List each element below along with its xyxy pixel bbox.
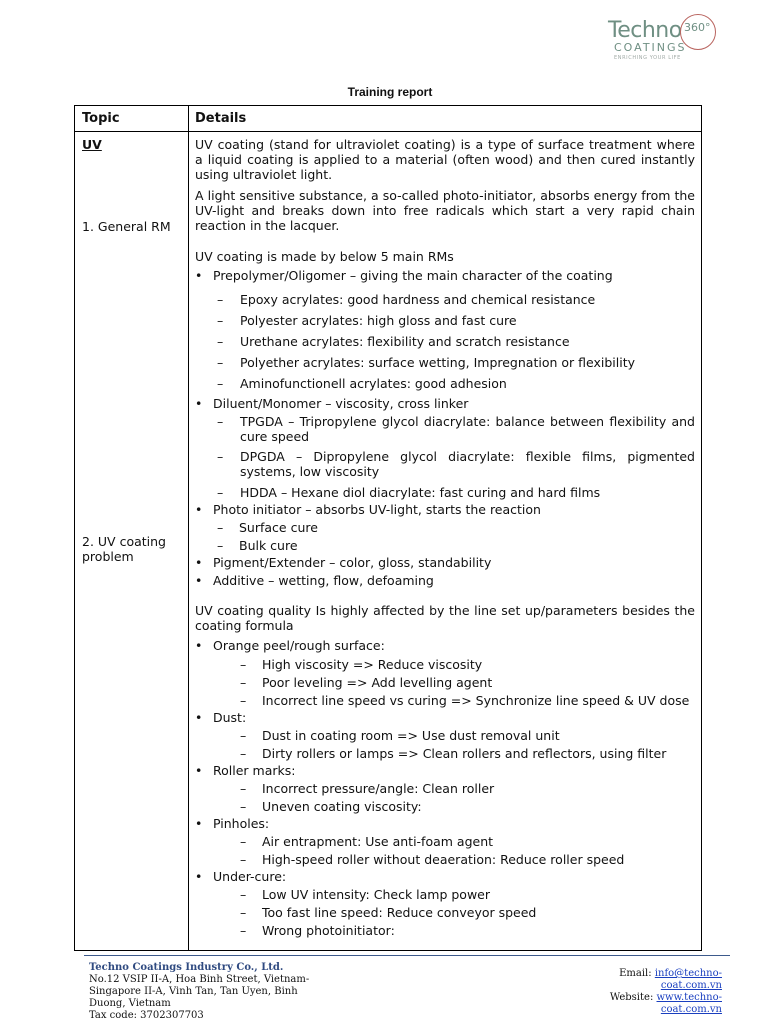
sub-item-label: Wrong photoinitiator: — [262, 923, 395, 938]
bullet-pigment: • Pigment/Extender – color, gloss, standability — [195, 555, 492, 570]
company-name: Techno Coatings Industry Co., Ltd. — [89, 962, 284, 973]
sub-item: – Poor leveling => Add levelling agent — [240, 675, 493, 690]
sub-item-label: Dust in coating room => Use dust removal unit — [262, 728, 560, 743]
header-details: Details — [195, 111, 247, 126]
sub-item: – Dust in coating room => Use dust removal unit — [240, 728, 560, 743]
company-address: No.12 VSIP II-A, Hoa Binh Street, Vietnam-Singapore II-A, Vinh Tan, Tan Uyen, Binh Duong, Vietnam — [89, 974, 310, 1009]
column-divider — [188, 106, 189, 950]
topic-general-rm: 1. General RM — [82, 219, 171, 234]
dash-icon: – — [217, 449, 224, 464]
sub-item: – HDDA – Hexane diol diacrylate: fast curing and hard films — [217, 485, 601, 500]
sub-item-label: High viscosity => Reduce viscosity — [262, 657, 483, 672]
sub-item-label: HDDA – Hexane diol diacrylate: fast curing and hard films — [240, 485, 601, 500]
sub-item: – Bulk cure — [217, 538, 298, 553]
sub-item: – High-speed roller without deaeration: Reduce roller speed — [240, 852, 625, 867]
logo-word: Techno — [608, 18, 682, 43]
bullet-prepolymer: • Prepolymer/Oligomer – giving the main character of the coating — [195, 268, 613, 283]
photoinitiator-paragraph: A light sensitive substance, a so-called photo-initiator, absorbs energy from the UV-light and breaks down into free radicals which start a very rapid chain reaction in the lacquer. — [195, 188, 695, 233]
sub-item: – Surface cure — [217, 520, 318, 535]
bullet-label: Under-cure: — [213, 869, 287, 884]
sub-item-dpgda: DPGDA – Dipropylene glycol diacrylate: flexible films, pigmented systems, low viscosity — [240, 449, 695, 479]
bullet-diluent: • Diluent/Monomer – viscosity, cross linker — [195, 396, 469, 411]
bullet-label: Photo initiator – absorbs UV-light, starts the reaction — [213, 502, 541, 517]
bullet-problem: • Under-cure: — [195, 869, 287, 884]
sub-item-label: Incorrect line speed vs curing => Synchronize line speed & UV dose — [262, 693, 690, 708]
bullet-label: Pigment/Extender – color, gloss, standability — [213, 555, 492, 570]
logo-badge: 360° — [684, 21, 711, 34]
bullet-problem: • Orange peel/rough surface: — [195, 638, 385, 653]
company-logo — [600, 8, 730, 62]
bullet-additive: • Additive – wetting, flow, defoaming — [195, 573, 434, 588]
sub-item-label: Incorrect pressure/angle: Clean roller — [262, 781, 495, 796]
intro-paragraph: UV coating (stand for ultraviolet coating) is a type of surface treatment where a liquid coating is applied to a material (often wood) and then cured instantly using ultraviolet light. — [195, 137, 695, 182]
sub-item: – Epoxy acrylates: good hardness and chemical resistance — [217, 292, 596, 307]
bullet-label: Roller marks: — [213, 763, 296, 778]
bullet-photo: • Photo initiator – absorbs UV-light, starts the reaction — [195, 502, 541, 517]
bullet-problem: • Roller marks: — [195, 763, 296, 778]
website-label: Website: — [609, 992, 654, 1003]
bullet-label: Orange peel/rough surface: — [213, 638, 385, 653]
dash-icon: – — [217, 414, 224, 429]
bullet-problem: • Dust: — [195, 710, 247, 725]
sub-item: – Polyether acrylates: surface wetting, Impregnation or flexibility — [217, 355, 635, 370]
sub-item: – Urethane acrylates: flexibility and scratch resistance — [217, 334, 570, 349]
sub-item-label: Air entrapment: Use anti-foam agent — [262, 834, 494, 849]
quality-paragraph: UV coating quality Is highly affected by the line set up/parameters besides the coating formula — [195, 603, 695, 633]
logo-tagline: ENRICHING YOUR LIFE — [614, 55, 681, 61]
sub-item-label: Urethane acrylates: flexibility and scratch resistance — [240, 334, 570, 349]
bullet-problem: • Pinholes: — [195, 816, 270, 831]
sub-item: – Aminofunctionell acrylates: good adhesion — [217, 376, 507, 391]
logo-sub: COATINGS — [614, 41, 687, 54]
sub-item-label: Dirty rollers or lamps => Clean rollers and reflectors, using filter — [262, 746, 667, 761]
topic-uv: UV — [82, 137, 102, 152]
email-label: Email: — [619, 968, 652, 979]
header-divider — [75, 131, 701, 132]
bullet-label: Dust: — [213, 710, 247, 725]
training-table — [74, 105, 702, 951]
sub-item: – Low UV intensity: Check lamp power — [240, 887, 491, 902]
sub-item-label: Aminofunctionell acrylates: good adhesion — [240, 376, 507, 391]
sub-item-label: Low UV intensity: Check lamp power — [262, 887, 491, 902]
website-link[interactable]: www.techno-coat.com.vn — [656, 992, 722, 1015]
header-topic: Topic — [82, 111, 120, 126]
footer-divider — [84, 955, 730, 956]
bullet-label: Diluent/Monomer – viscosity, cross linker — [213, 396, 469, 411]
rm-heading: UV coating is made by below 5 main RMs — [195, 249, 454, 264]
sub-item: – Uneven coating viscosity: — [240, 799, 422, 814]
sub-item-label: Poor leveling => Add levelling agent — [262, 675, 493, 690]
sub-item: – Too fast line speed: Reduce conveyor speed — [240, 905, 537, 920]
sub-item: – Polyester acrylates: high gloss and fast cure — [217, 313, 517, 328]
sub-item-label: Polyether acrylates: surface wetting, Impregnation or flexibility — [240, 355, 635, 370]
footer-company-info — [89, 962, 329, 1022]
sub-item: – Dirty rollers or lamps => Clean rollers and reflectors, using filter — [240, 746, 667, 761]
email-link[interactable]: info@techno-coat.com.vn — [654, 968, 722, 991]
sub-item-label: High-speed roller without deaeration: Reduce roller speed — [262, 852, 625, 867]
footer-contact — [572, 968, 722, 1016]
bullet-label: Pinholes: — [213, 816, 270, 831]
sub-item: – High viscosity => Reduce viscosity — [240, 657, 483, 672]
sub-item-label: Surface cure — [239, 520, 318, 535]
sub-item-tpgda: TPGDA – Tripropylene glycol diacrylate: balance between flexibility and cure speed — [240, 414, 695, 444]
sub-item-label: Too fast line speed: Reduce conveyor speed — [262, 905, 537, 920]
sub-item: – Air entrapment: Use anti-foam agent — [240, 834, 494, 849]
sub-item-label: Uneven coating viscosity: — [262, 799, 422, 814]
sub-item: – Wrong photoinitiator: — [240, 923, 395, 938]
sub-item-label: Polyester acrylates: high gloss and fast cure — [240, 313, 517, 328]
sub-item: – Incorrect line speed vs curing => Synchronize line speed & UV dose — [240, 693, 690, 708]
bullet-label: Additive – wetting, flow, defoaming — [213, 573, 434, 588]
sub-item: – Incorrect pressure/angle: Clean roller — [240, 781, 495, 796]
sub-item-label: Epoxy acrylates: good hardness and chemical resistance — [240, 292, 596, 307]
sub-item-label: Bulk cure — [239, 538, 298, 553]
tax-code: Tax code: 3702307703 — [89, 1010, 204, 1021]
report-title: Training report — [347, 85, 433, 99]
topic-uv-problem: 2. UV coating problem — [82, 534, 166, 564]
bullet-label: Prepolymer/Oligomer – giving the main character of the coating — [213, 268, 613, 283]
